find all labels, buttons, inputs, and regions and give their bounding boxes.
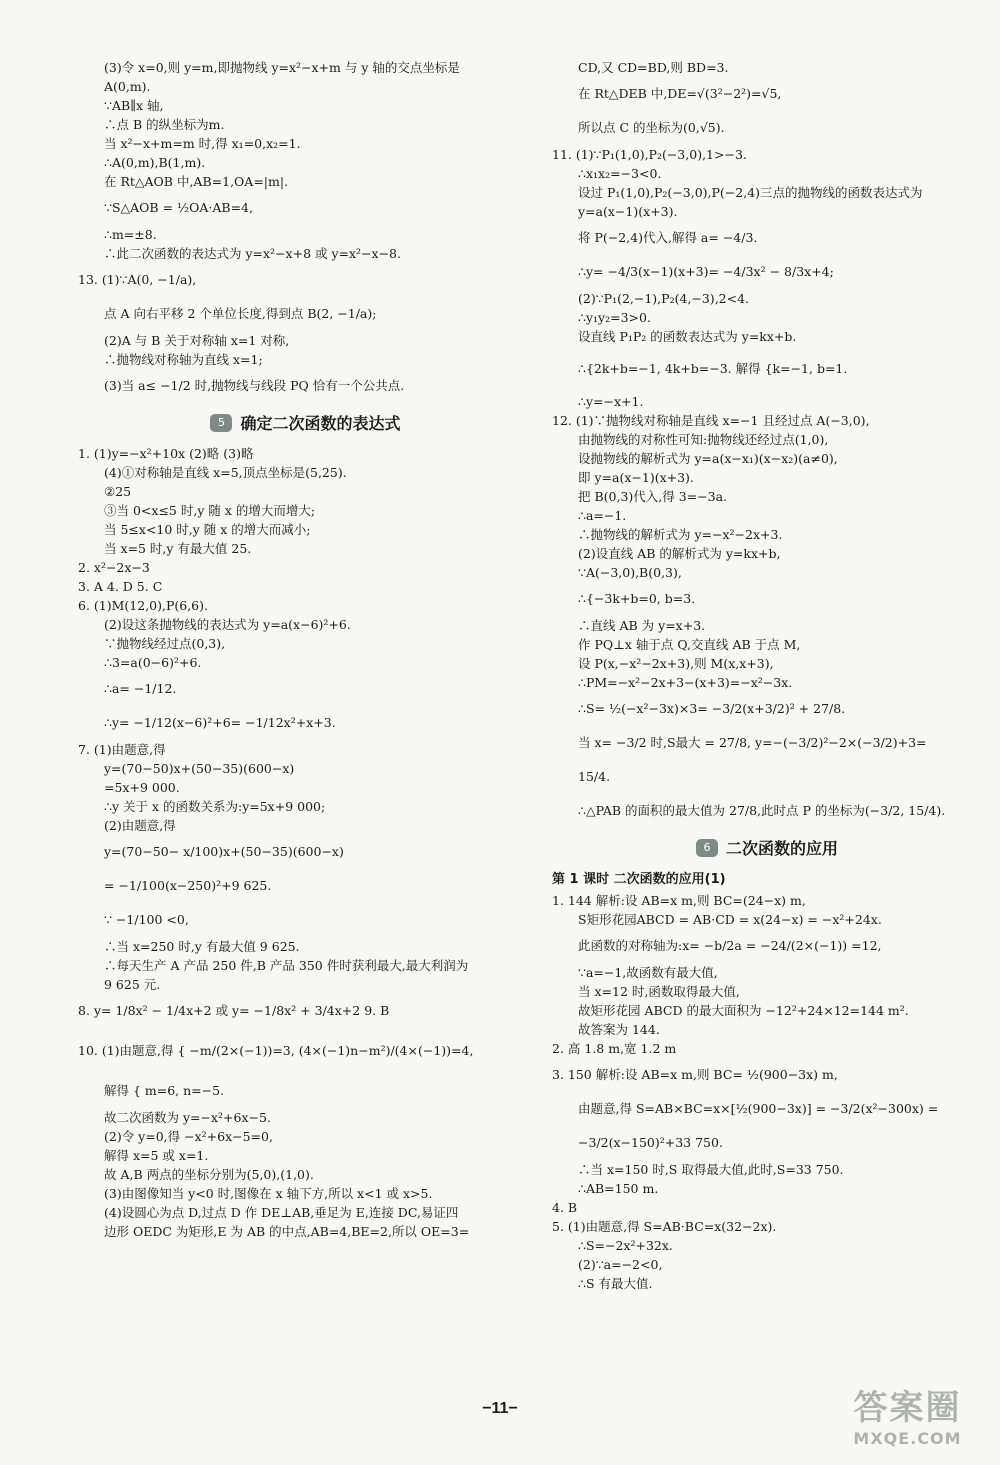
answer-line: 作 PQ⊥x 轴于点 Q,交直线 AB 于点 M, — [578, 637, 801, 652]
answer-line: 设过 P₁(1,0),P₂(−3,0),P(−2,4)三点的抛物线的函数表达式为 — [578, 185, 923, 200]
answer-line: ∴PM=−x²−2x+3−(x+3)=−x²−3x. — [578, 675, 793, 690]
answer-line: 1. (1)y=−x²+10x (2)略 (3)略 — [78, 446, 254, 461]
answer-line: ∵A(−3,0),B(0,3), — [578, 565, 682, 580]
answer-line: = −1/100(x−250)²+9 625. — [104, 878, 272, 893]
answer-line: 3. 150 解析:设 AB=x m,则 BC= ½(900−3x) m, — [552, 1067, 838, 1082]
answer-line: 2. 高 1.8 m,宽 1.2 m — [552, 1041, 677, 1056]
answer-line: 当 x=12 时,函数取得最大值, — [578, 984, 740, 999]
answer-line: 故 A,B 两点的坐标分别为(5,0),(1,0). — [104, 1167, 314, 1182]
answer-line: S矩形花园ABCD = AB·CD = x(24−x) = −x²+24x. — [578, 912, 882, 927]
answer-line: (2)设这条抛物线的表达式为 y=a(x−6)²+6. — [104, 617, 351, 632]
answer-line: 设直线 P₁P₂ 的函数表达式为 y=kx+b. — [578, 329, 797, 344]
left-answers-part2 — [78, 444, 533, 1241]
answer-line: −3/2(x−150)²+33 750. — [578, 1135, 723, 1150]
answer-line: ∴S=−2x²+32x. — [578, 1238, 673, 1253]
answer-line: =5x+9 000. — [104, 780, 180, 795]
left-answers-part1 — [78, 58, 533, 263]
answer-line: y=(70−50)x+(50−35)(600−x) — [104, 761, 295, 776]
answer-line: ∴y= −1/12(x−6)²+6= −1/12x²+x+3. — [104, 715, 336, 730]
section-title: 确定二次函数的表达式 — [240, 414, 401, 433]
answer-line: ∴3=a(0−6)²+6. — [104, 655, 202, 670]
answer-line: ∵a=−1,故函数有最大值, — [578, 965, 718, 980]
answer-line: ∵AB∥x 轴, — [104, 98, 164, 113]
answer-line: 当 x= −3/2 时,S最大 = 27/8, y=−(−3/2)²−2×(−3/2)+3= — [578, 735, 927, 750]
answer-line: ∴y 关于 x 的函数关系为:y=5x+9 000; — [104, 799, 326, 814]
answer-line: ∴当 x=250 时,y 有最大值 9 625. — [104, 939, 300, 954]
answer-line: ∴{2k+b=−1, 4k+b=−3. 解得 {k=−1, b=1. — [578, 361, 848, 376]
answer-line: (2)设直线 AB 的解析式为 y=kx+b, — [578, 546, 781, 561]
section-number-badge: 6 — [696, 839, 718, 857]
answer-line: ∴抛物线的解析式为 y=−x²−2x+3. — [578, 527, 783, 542]
answer-line: 10. (1)由题意,得 { −m/(2×(−1))=3, (4×(−1)n−m²)/(4×(−1))=4, — [78, 1043, 474, 1058]
answer-line: 当 x²−x+m=m 时,得 x₁=0,x₂=1. — [104, 136, 301, 151]
answer-line: 5. (1)由题意,得 S=AB·BC=x(32−2x). — [552, 1219, 777, 1234]
right-column — [552, 58, 982, 1293]
answer-line: (2)令 y=0,得 −x²+6x−5=0, — [104, 1129, 273, 1144]
answer-line: 由题意,得 S=AB×BC=x×[½(900−3x)] = −3/2(x²−300x) = — [578, 1101, 939, 1116]
answer-line: ∴抛物线对称轴为直线 x=1; — [104, 352, 263, 367]
answer-line: ∴y=−x+1. — [578, 394, 644, 409]
answer-line: 在 Rt△AOB 中,AB=1,OA=|m|. — [104, 174, 289, 189]
answer-line: ∴A(0,m),B(1,m). — [104, 155, 206, 170]
answer-line: ∴y₁y₂=3>0. — [578, 310, 651, 325]
answer-line: ∵S△AOB = ½OA·AB=4, — [104, 200, 253, 215]
answer-line: y=(70−50− x/100)x+(50−35)(600−x) — [104, 844, 344, 859]
page-number: −11− — [482, 1400, 518, 1417]
answer-line: 8. y= 1/8x² − 1/4x+2 或 y= −1/8x² + 3/4x+2 9. B — [78, 1003, 390, 1018]
answer-line: (2)A 与 B 关于对称轴 x=1 对称, — [104, 333, 290, 348]
answer-line: 3. A 4. D 5. C — [78, 579, 163, 594]
answer-line: ∵抛物线经过点(0,3), — [104, 636, 226, 651]
answer-line: ∴△PAB 的面积的最大值为 27/8,此时点 P 的坐标为(−3/2, 15/4). — [578, 803, 946, 818]
answer-line: (3)当 a≤ −1/2 时,抛物线与线段 PQ 恰有一个公共点. — [104, 378, 405, 393]
answer-line: 点 A 向右平移 2 个单位长度,得到点 B(2, −1/a); — [104, 306, 377, 321]
answer-line: 设抛物线的解析式为 y=a(x−x₁)(x−x₂)(a≠0), — [578, 451, 838, 466]
answer-line: ∴a= −1/12. — [104, 681, 177, 696]
answer-line: ∴直线 AB 为 y=x+3. — [578, 618, 706, 633]
answer-line: (2)∵a=−2<0, — [578, 1257, 663, 1272]
answer-line: 边形 OEDC 为矩形,E 为 AB 的中点,AB=4,BE=2,所以 OE=3= — [104, 1224, 470, 1239]
answer-line: 当 x=5 时,y 有最大值 25. — [104, 541, 252, 556]
answer-line: 12. (1)∵抛物线对称轴是直线 x=−1 且经过点 A(−3,0), — [552, 413, 870, 428]
answer-line: 11. (1)∵P₁(1,0),P₂(−3,0),1>−3. — [552, 147, 747, 162]
answer-line: CD,又 CD=BD,则 BD=3. — [578, 60, 729, 75]
watermark-logo — [820, 1380, 995, 1448]
answer-line: ∴{−3k+b=0, b=3. — [578, 591, 696, 606]
answer-line: ∴AB=150 m. — [578, 1181, 659, 1196]
watermark-text: 答案圈 — [853, 1388, 962, 1428]
answer-line: (4)①对称轴是直线 x=5,顶点坐标是(5,25). — [104, 465, 347, 480]
answer-line: 4. B — [552, 1200, 578, 1215]
answer-line: 2. x²−2x−3 — [78, 560, 150, 575]
answer-line: 把 B(0,3)代入,得 3=−3a. — [578, 489, 728, 504]
lesson-title: 第 1 课时 二次函数的应用(1) — [552, 872, 726, 887]
watermark-url: MXQE.COM — [853, 1429, 962, 1448]
answer-line: ∴x₁x₂=−3<0. — [578, 166, 662, 181]
question-13-answers — [78, 263, 533, 403]
answer-line: (2)由题意,得 — [104, 818, 176, 833]
answer-line: ∴y= −4/3(x−1)(x+3)= −4/3x² − 8/3x+4; — [578, 264, 834, 279]
answer-line: 解得 x=5 或 x=1. — [104, 1148, 209, 1163]
answer-line: (3)由图像知当 y<0 时,图像在 x 轴下方,所以 x<1 或 x>5. — [104, 1186, 433, 1201]
answer-line: 9 625 元. — [104, 977, 161, 992]
answer-line: 由抛物线的对称性可知:抛物线还经过点(1,0), — [578, 432, 829, 447]
answer-line: 13. (1)∵A(0, −1/a), — [78, 272, 197, 287]
answer-line: 将 P(−2,4)代入,解得 a= −4/3. — [578, 230, 758, 245]
answer-line: ∴当 x=150 时,S 取得最大值,此时,S=33 750. — [578, 1162, 844, 1177]
answer-line: 设 P(x,−x²−2x+3),则 M(x,x+3), — [578, 656, 774, 671]
answer-line: 解得 { m=6, n=−5. — [104, 1083, 225, 1098]
right-answers-part2 — [552, 891, 982, 1293]
answer-line: (2)∵P₁(2,−1),P₂(4,−3),2<4. — [578, 291, 750, 306]
answer-line: ∴此二次函数的表达式为 y=x²−x+8 或 y=x²−x−8. — [104, 246, 401, 261]
answer-line: 故矩形花园 ABCD 的最大面积为 −12²+24×12=144 m². — [578, 1003, 909, 1018]
answer-line: 1. 144 解析:设 AB=x m,则 BC=(24−x) m, — [552, 893, 806, 908]
answer-line: 在 Rt△DEB 中,DE=√(3²−2²)=√5, — [578, 86, 782, 101]
right-answers-part1 — [552, 58, 982, 828]
section-header-5 — [78, 411, 533, 434]
left-column — [78, 58, 533, 1241]
answer-line: 15/4. — [578, 769, 611, 784]
answer-line: ∴点 B 的纵坐标为m. — [104, 117, 225, 132]
answer-line: ∴S 有最大值. — [578, 1276, 653, 1291]
answer-line: (3)令 x=0,则 y=m,即抛物线 y=x²−x+m 与 y 轴的交点坐标是 — [104, 60, 460, 75]
answer-line: 此函数的对称轴为:x= −b/2a = −24/(2×(−1)) =12, — [578, 938, 882, 953]
answer-line: ②25 — [104, 484, 132, 499]
answer-line: 当 5≤x<10 时,y 随 x 的增大而减小; — [104, 522, 311, 537]
answer-line: A(0,m). — [104, 79, 151, 94]
section-title: 二次函数的应用 — [725, 839, 838, 858]
answer-line: ∴每天生产 A 产品 250 件,B 产品 350 件时获利最大,最大利润为 — [104, 958, 469, 973]
answer-line: (4)设圆心为点 D,过点 D 作 DE⊥AB,垂足为 E,连接 DC,易证四 — [104, 1205, 459, 1220]
answer-line: y=a(x−1)(x+3). — [578, 204, 678, 219]
answer-line: 即 y=a(x−1)(x+3). — [578, 470, 694, 485]
answer-line: ∵ −1/100 <0, — [104, 912, 189, 927]
section-header-6 — [552, 836, 982, 859]
answer-line: 所以点 C 的坐标为(0,√5). — [578, 120, 725, 135]
answer-line: 故二次函数为 y=−x²+6x−5. — [104, 1110, 271, 1125]
answer-line: 6. (1)M(12,0),P(6,6). — [78, 598, 208, 613]
answer-line: 7. (1)由题意,得 — [78, 742, 166, 757]
answer-line: ∴S= ½(−x²−3x)×3= −3/2(x+3/2)² + 27/8. — [578, 701, 846, 716]
answer-line: 故答案为 144. — [578, 1022, 660, 1037]
answer-line: ③当 0<x≤5 时,y 随 x 的增大而增大; — [104, 503, 316, 518]
section-number-badge: 5 — [210, 414, 232, 432]
answer-line: ∴a=−1. — [578, 508, 627, 523]
answer-line: ∴m=±8. — [104, 227, 157, 242]
